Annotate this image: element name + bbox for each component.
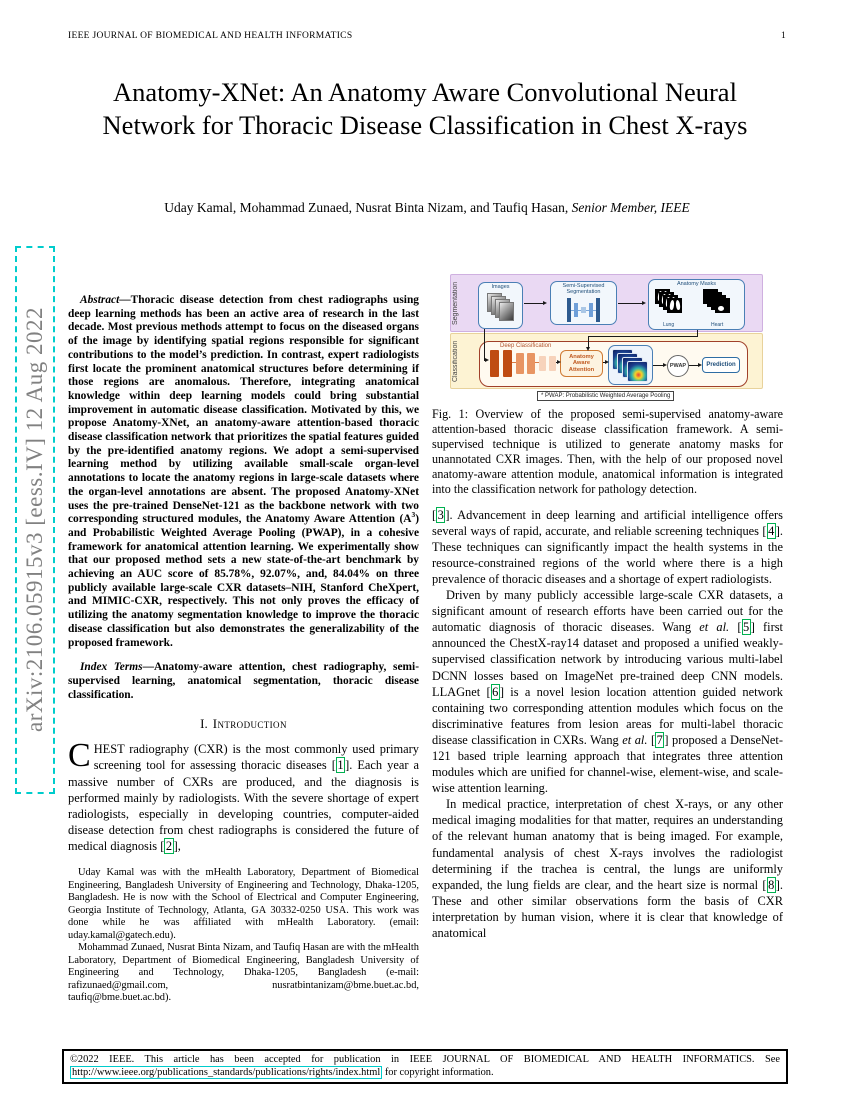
author-footnotes xyxy=(68,867,419,1005)
copyright-footer xyxy=(62,1049,788,1084)
prediction-box: Prediction xyxy=(702,357,740,373)
anatomy-masks-box xyxy=(648,279,745,330)
drop-cap: C xyxy=(68,737,91,775)
left-column xyxy=(68,272,419,1005)
arrowhead xyxy=(663,363,667,367)
arrow xyxy=(524,303,543,304)
arxiv-stamp: arXiv:2106.05915v3 [eess.IV] 12 Aug 2022 xyxy=(22,307,47,733)
attention-heatmap xyxy=(627,361,648,382)
images-box xyxy=(478,282,523,329)
paragraph: [ 3 ]. Advancement in deep learning and artificial intelligence offers several ways of rapid, accurate, and reliable screening techniques [ 4 ]. These techniques can significantly impact the health systems in the resource-constrained regions of the world where there is a high prevalence of thoracic diseases and a shortage of expert radiologists. xyxy=(432,507,783,586)
semi-supervised-label: Semi-Supervised Segmentation xyxy=(562,283,605,295)
index-terms-label: Index Terms xyxy=(80,661,143,674)
cnn-layer-bar xyxy=(516,353,524,374)
arrow xyxy=(588,336,589,347)
intro-paragraph xyxy=(68,737,419,854)
citation-8[interactable]: 8 xyxy=(768,877,775,892)
intro-text: HEST radiography (CXR) is the most commonly used primary screening tool for assessing thoracic diseases [ 1 ]. Each year a massive number of CXRs are produced, and the diagnosis is performed mainly by radiologists. With the severe shortage of expert radiologists, especially in developing countries, computer-aided disease detection from chest radiographs is considered the future of medical diagnosis [ 2 ], xyxy=(68,742,419,853)
journal-name: IEEE JOURNAL OF BIOMEDICAL AND HEALTH INFORMATICS xyxy=(68,31,353,41)
arrow xyxy=(588,336,698,337)
segmentation-band-label: Segmentation xyxy=(452,281,459,325)
arxiv-stamp-box xyxy=(15,246,55,794)
arrowhead xyxy=(605,360,609,364)
cnn-layer-bar xyxy=(539,356,546,371)
pwap-node: PWAP xyxy=(667,355,689,377)
paragraph: Driven by many publicly accessible large-scale CXR datasets, a significant amount of research efforts have been carried out for the automatic diagnosis of thoracic diseases. Wang et al. [ 5 ] first announced the ChestX-ray14 dataset and proposed a unified weakly-supervised classification network by introducing various multi-label DCNN losses based on ImageNet pre-trained deep CNN models. LLAGnet [ 6 ] is a novel lesion location attention guided network containing two corresponding attention modules which focus on the discriminative features from lesion areas for multi-label thoracic disease classification in CXRs. Wang et al. [ 7 ] proposed a DenseNet-121 based triple learning approach that integrates three attention modules which are unified for channel-wise, element-wise, and scale-wise attention learning. xyxy=(432,588,784,796)
xray-image xyxy=(499,302,514,321)
semi-supervised-segmentation-box xyxy=(550,281,617,325)
lung-label: Lung xyxy=(663,322,675,328)
text-segment: et al. xyxy=(622,732,648,747)
arrowhead xyxy=(642,301,646,305)
section-title: Introduction xyxy=(212,716,287,732)
footnote-1: Uday Kamal was with the mHealth Laboratory, Department of Biomedical Engineering, Bangladesh University of Engineering and Technology, Dhaka-1205, Bangladesh. He is now with the School of Electrical and Computer Engineering, Georgia Institute of Technology, Atlanta, GA 30332-0250 USA. This work was done while he was affiliated with mHealth Laboratory. (email: uday.kamal@gatech.edu). xyxy=(68,867,419,941)
copyright-link[interactable]: http://www.ieee.org/publications_standards/publications/rights/index.html xyxy=(72,1067,381,1079)
abstract-paragraph xyxy=(68,294,419,650)
citation-3[interactable]: 3 xyxy=(437,507,444,522)
figure-1-diagram xyxy=(432,272,783,407)
paper-title: Anatomy-XNet: An Anatomy Aware Convolutional Neural Network for Thoracic Disease Classification in Chest X-rays xyxy=(102,77,748,140)
footnote-2: Mohammad Zunaed, Nusrat Binta Nizam, and Taufiq Hasan are with the mHealth Laboratory, Department of Biomedical Engineering, Bangladesh University of Engineering and Technology, Dhaka-1205, Bangladesh (e-mail: rafizunaed@gmail.com, nusratbintanizam@bme.buet.ac.bd, taufiq@bme.buet.ac.bd). xyxy=(68,942,419,1004)
decoder-bar xyxy=(596,298,600,322)
paragraph: In medical practice, interpretation of chest X-rays, or any other medical imaging modalities for that matter, requires an understanding of the relevant human anatomy that is being imaged. For example, fundamental analysis of chest X-rays involves the radiologist determining if the trachea is central, the lungs are uniformly expanded, the lung fields are clear, and the heart size is normal [ 8 ]. These and other similar observations form the basis of CXR interpretation by human vision, where it is clear that knowledge of anatomical xyxy=(432,797,783,940)
cnn-layer-bar xyxy=(549,356,556,371)
deep-classification-label: Deep Classification xyxy=(500,343,552,349)
abstract-label: Abstract xyxy=(80,294,120,306)
arrowhead xyxy=(543,301,547,305)
arrowhead xyxy=(586,347,590,351)
anatomy-aware-attention-box: Anatomy Aware Attention xyxy=(560,350,603,377)
figure-1-caption: Fig. 1: Overview of the proposed semi-supervised anatomy-aware attention-based thoracic disease classification framework. A semi-supervised technique is utilized to generate anatomy masks for unannotated CXR images. Then, with the help of our proposed novel anatomy-aware attention module, anatomical information is integrated into the classification network for pathology detection. xyxy=(432,407,783,497)
copyright-text: ©2022 IEEE. This article has been accepted for publication in IEEE JOURNAL OF BIOMEDICAL AND HEALTH INFORMATICS. See xyxy=(70,1054,780,1065)
encoder-decoder-icon xyxy=(551,298,616,322)
cnn-layer-bar xyxy=(503,350,512,377)
arrow xyxy=(618,303,643,304)
heart-mask xyxy=(715,298,730,313)
citation-5[interactable]: 5 xyxy=(743,620,750,635)
anatomy-masks-label: Anatomy Masks xyxy=(676,281,717,287)
images-label: Images xyxy=(491,284,510,290)
arrowhead xyxy=(698,363,702,367)
author-names: Uday Kamal, Mohammad Zunaed, Nusrat Binta Nizam, and Taufiq Hasan, xyxy=(164,200,572,215)
section-heading-introduction xyxy=(68,716,419,732)
copyright-text: for copyright information. xyxy=(382,1067,494,1079)
abstract-dash: — xyxy=(119,294,131,306)
section-number: I. xyxy=(200,716,208,732)
arrowhead xyxy=(557,360,561,364)
citation-6[interactable]: 6 xyxy=(492,684,499,699)
arrow xyxy=(512,362,516,363)
abstract-text: Thoracic disease detection from chest radiographs using deep learning methods has been an active area of research in the last decade. Most previous methods attempt to focus on the diseased organs of the image by identifying spatial regions responsible for significant contributions to the model’s prediction. In contrast, expert radiologists first locate the prominent anatomical structures before determining if those regions are anomalous. Therefore, integrating anatomical knowledge within deep learning models could bring substantial improvement in automatic disease classification. Motivated by this, we propose Anatomy-XNet, an anatomy-aware attention-based thoracic disease classification network that prioritizes the spatial features guided by the pre-identified anatomy regions. We adopt a semi-supervised learning method by utilizing available small-scale organ-level annotations to locate the anatomy regions in large-scale datasets where the organ-level annotations are absent. The proposed Anatomy-XNet uses the pre-trained DenseNet-121 as the backbone network with two corresponding structured modules, the Anatomy Aware Attention $(A^3)$ and Probabilistic Weighted Average Pooling (PWAP), in a cohesive framework for anatomical attention learning. We experimentally show that our proposed method sets a new state-of-the-art benchmark by achieving an AUC score of 85.78%, 92.07%, and, 84.04% on three publicly available large-scale CXR datasets–NIH, Stanford CheXpert, and MIMIC-CXR, respectively. This not only proves the efficacy of utilizing the anatomy segmentation knowledge to improve the thoracic disease classification but also demonstrates the generalizability of the proposed framework. xyxy=(68,294,419,649)
index-terms-text: —Anatomy-aware attention, chest radiography, semi-supervised learning, anatomical segmentation, thoracic disease classification. xyxy=(68,661,419,701)
citation-7[interactable]: 7 xyxy=(656,732,663,747)
pwap-definition-note: * PWAP: Probabilistic Weighted Average Pooling xyxy=(537,391,674,401)
heart-label: Heart xyxy=(711,322,724,328)
citation-4[interactable]: 4 xyxy=(768,523,775,538)
arrow xyxy=(535,362,539,363)
cnn-layer-bar xyxy=(490,350,499,377)
citation-2[interactable]: 2 xyxy=(165,838,173,853)
arrow xyxy=(484,329,485,361)
running-header xyxy=(68,31,786,41)
citation-1[interactable]: 1 xyxy=(337,758,344,773)
arrowhead xyxy=(485,358,489,362)
right-column xyxy=(432,272,783,1005)
text-segment: et al. xyxy=(699,620,730,635)
author-membership: Senior Member, IEEE xyxy=(571,200,690,215)
page-number: 1 xyxy=(780,31,786,41)
cnn-layer-bar xyxy=(527,353,535,374)
two-column-body xyxy=(68,272,783,1005)
classification-band-label: Classification xyxy=(452,340,459,382)
attention-map-box xyxy=(608,345,653,385)
index-terms-paragraph xyxy=(68,661,419,702)
text-segment: 3 xyxy=(411,510,416,520)
author-line xyxy=(68,200,786,216)
lung-mask xyxy=(667,298,682,313)
